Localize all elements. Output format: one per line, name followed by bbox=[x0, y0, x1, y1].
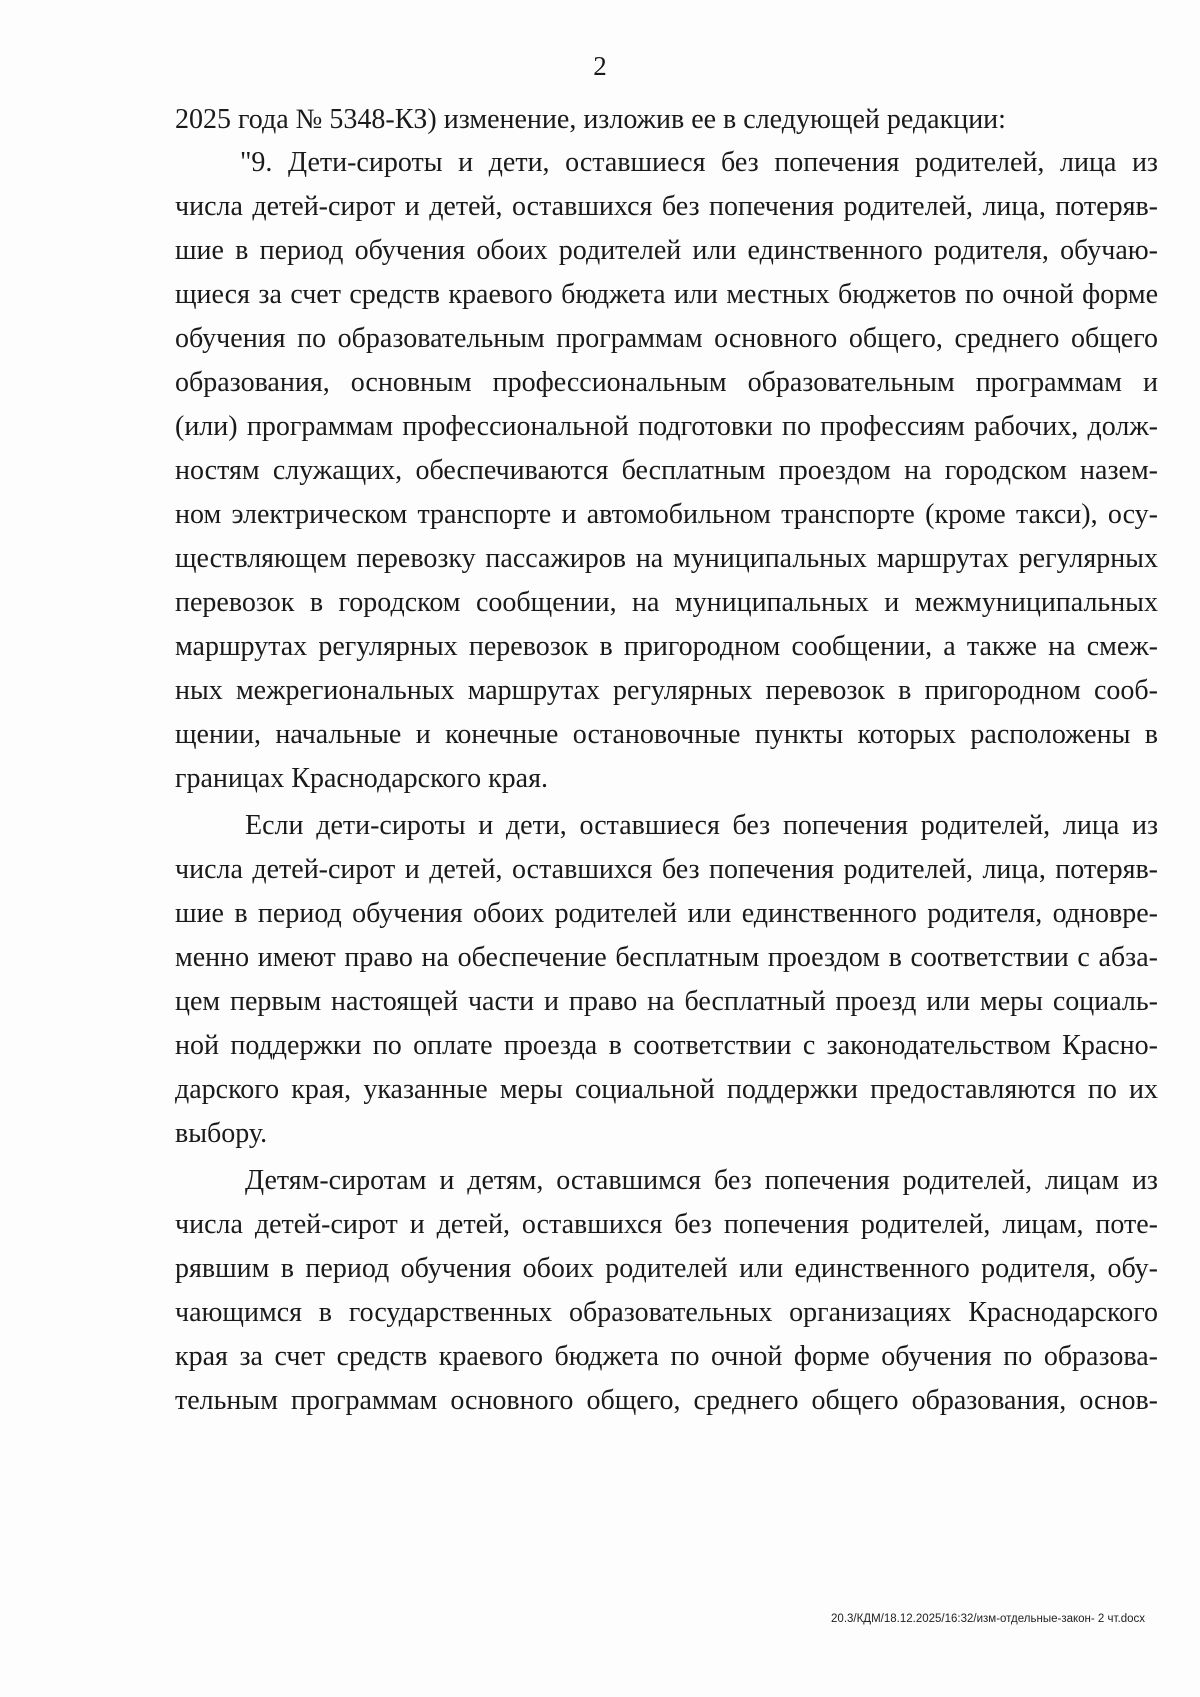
text-line: щении, начальные и конечные остановочные пункты которых расположены в bbox=[175, 719, 1158, 750]
text-line: чающимся в государственных образовательных организациях Краснодарского bbox=[175, 1297, 1158, 1328]
text-line: рявшим в период обучения обоих родителей или единственного родителя, обу- bbox=[175, 1253, 1158, 1284]
document-footer-reference: 20.3/КДМ/18.12.2025/16:32/изм-отдельные-закон- 2 чт.docx bbox=[831, 1613, 1145, 1625]
page-number: 2 bbox=[593, 51, 607, 81]
text-line: ной поддержки по оплате проезда в соответствии с законодательством Красно- bbox=[175, 1030, 1158, 1061]
text-line: тельным программам основного общего, среднего общего образования, основ- bbox=[175, 1385, 1158, 1416]
text-line: числа детей-сирот и детей, оставшихся без попечения родителей, лицам, поте- bbox=[175, 1209, 1158, 1240]
text-line: цем первым настоящей части и право на бесплатный проезд или меры социаль- bbox=[175, 986, 1158, 1017]
text-line: Если дети-сироты и дети, оставшиеся без попечения родителей, лица из bbox=[245, 810, 1158, 841]
text-line: числа детей-сирот и детей, оставшихся без попечения родителей, лица, потеряв- bbox=[175, 191, 1158, 222]
text-line: 2025 года № 5348-КЗ) изменение, изложив ее в следующей редакции: bbox=[175, 104, 1006, 135]
text-line: менно имеют право на обеспечение бесплатным проездом в соответствии с абза- bbox=[175, 942, 1158, 973]
text-line: (или) программам профессиональной подготовки по профессиям рабочих, долж- bbox=[175, 411, 1158, 442]
text-line: границах Краснодарского края. bbox=[175, 763, 548, 794]
text-line: "9. Дети-сироты и дети, оставшиеся без попечения родителей, лица из bbox=[240, 147, 1158, 178]
text-line: образования, основным профессиональным образовательным программам и bbox=[175, 367, 1158, 398]
text-line: края за счет средств краевого бюджета по очной форме обучения по образова- bbox=[175, 1341, 1158, 1372]
text-line: ном электрическом транспорте и автомобильном транспорте (кроме такси), осу- bbox=[175, 499, 1158, 530]
text-line: выбору. bbox=[175, 1118, 268, 1149]
text-line: ных межрегиональных маршрутах регулярных перевозок в пригородном сооб- bbox=[175, 675, 1158, 706]
text-line: шие в период обучения обоих родителей или единственного родителя, одновре- bbox=[175, 898, 1158, 929]
text-line: маршрутах регулярных перевозок в пригородном сообщении, а также на смеж- bbox=[175, 631, 1158, 662]
text-line: обучения по образовательным программам основного общего, среднего общего bbox=[175, 323, 1158, 354]
text-line: Детям-сиротам и детям, оставшимся без попечения родителей, лицам из bbox=[245, 1165, 1158, 1196]
text-line: дарского края, указанные меры социальной поддержки предоставляются по их bbox=[175, 1074, 1158, 1105]
text-line: ностям служащих, обеспечиваются бесплатным проездом на городском назем- bbox=[175, 455, 1158, 486]
text-line: шие в период обучения обоих родителей или единственного родителя, обучаю- bbox=[175, 235, 1158, 266]
text-line: числа детей-сирот и детей, оставшихся без попечения родителей, лица, потеряв- bbox=[175, 854, 1158, 885]
text-line: ществляющем перевозку пассажиров на муниципальных маршрутах регулярных bbox=[175, 543, 1158, 574]
text-line: перевозок в городском сообщении, на муниципальных и межмуниципальных bbox=[175, 587, 1158, 618]
text-line: щиеся за счет средств краевого бюджета или местных бюджетов по очной форме bbox=[175, 279, 1158, 310]
